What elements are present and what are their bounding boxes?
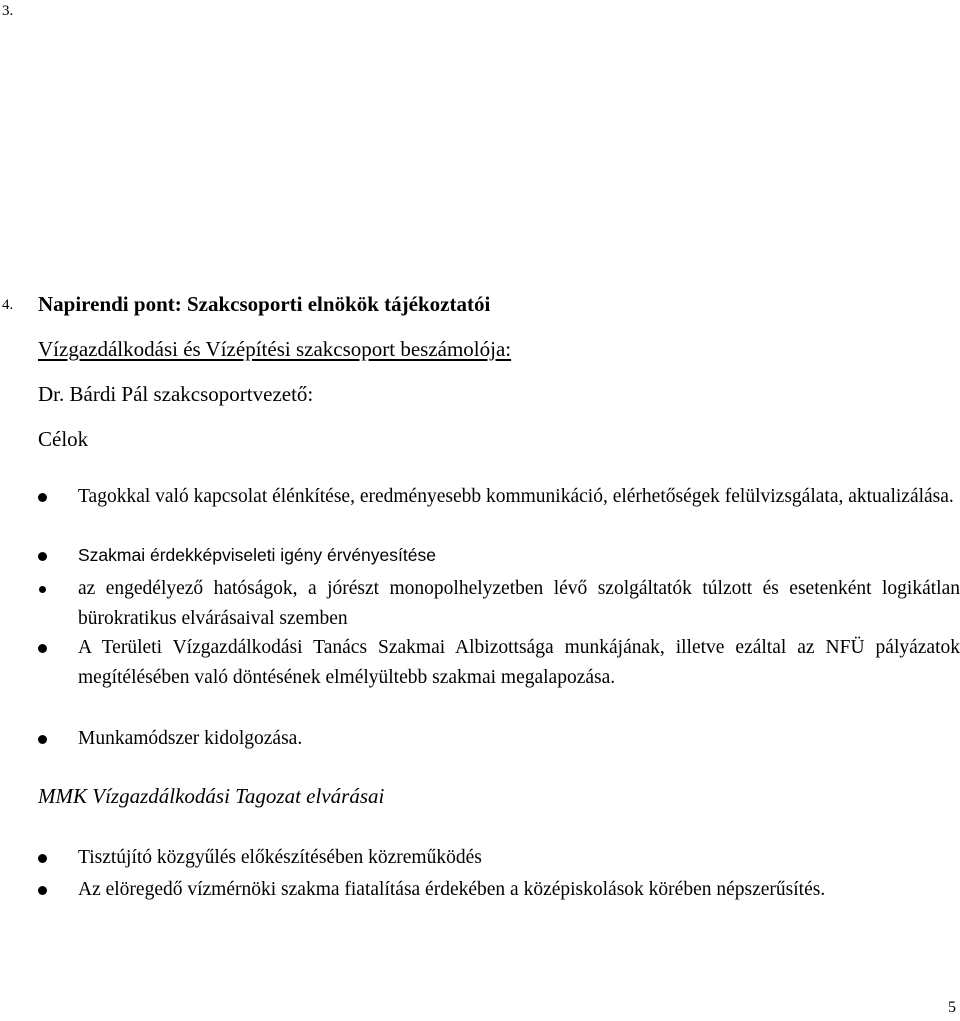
expectation-text: Tisztújító közgyűlés előkészítésében közreműködés [78, 847, 482, 868]
goal-text: A Területi Vízgazdálkodási Tanács Szakmai Albizottsága munkájának, illetve ezáltal az NFÜ pályázatok megítélésében való döntésének elmélyültebb szakmai megalapozása. [78, 637, 960, 688]
agenda-item-number: 4. [2, 297, 14, 313]
bullet-icon [38, 493, 47, 502]
section-title: Vízgazdálkodási és Vízépítési szakcsoport beszámolója: [38, 337, 512, 361]
bullet-icon [38, 886, 47, 895]
goal-text: Tagokkal való kapcsolat élénkítése, eredményesebb kommunikáció, elérhetőségek felülvizsgálata, aktualizálása. [78, 486, 954, 507]
bullet-icon [38, 644, 47, 653]
expectations-title: MMK Vízgazdálkodási Tagozat elvárásai [38, 784, 385, 808]
agenda-heading: Napirendi pont: Szakcsoporti elnökök tájékoztatói [38, 292, 491, 316]
goal-text: Szakmai érdekképviseleti igény érvényesítése [78, 545, 436, 565]
bullet-icon [38, 552, 47, 561]
bullet-icon [39, 586, 46, 593]
bullet-icon [38, 854, 47, 863]
speaker-line: Dr. Bárdi Pál szakcsoportvezető: [38, 382, 314, 406]
goal-text: az engedélyező hatóságok, a jórészt monopolhelyzetben lévő szolgáltatók túlzott és esetenként logikátlan bürokratikus elvárásaival szemben [78, 578, 960, 629]
bullet-icon [38, 735, 47, 744]
page-top-number: 3. [2, 3, 14, 19]
expectation-text: Az elöregedő vízmérnöki szakma fiatalítása érdekében a középiskolások körében népszerűsítés. [78, 879, 826, 900]
goal-text: Munkamódszer kidolgozása. [78, 728, 303, 749]
goals-title: Célok [38, 427, 89, 451]
page-number: 5 [948, 999, 956, 1016]
